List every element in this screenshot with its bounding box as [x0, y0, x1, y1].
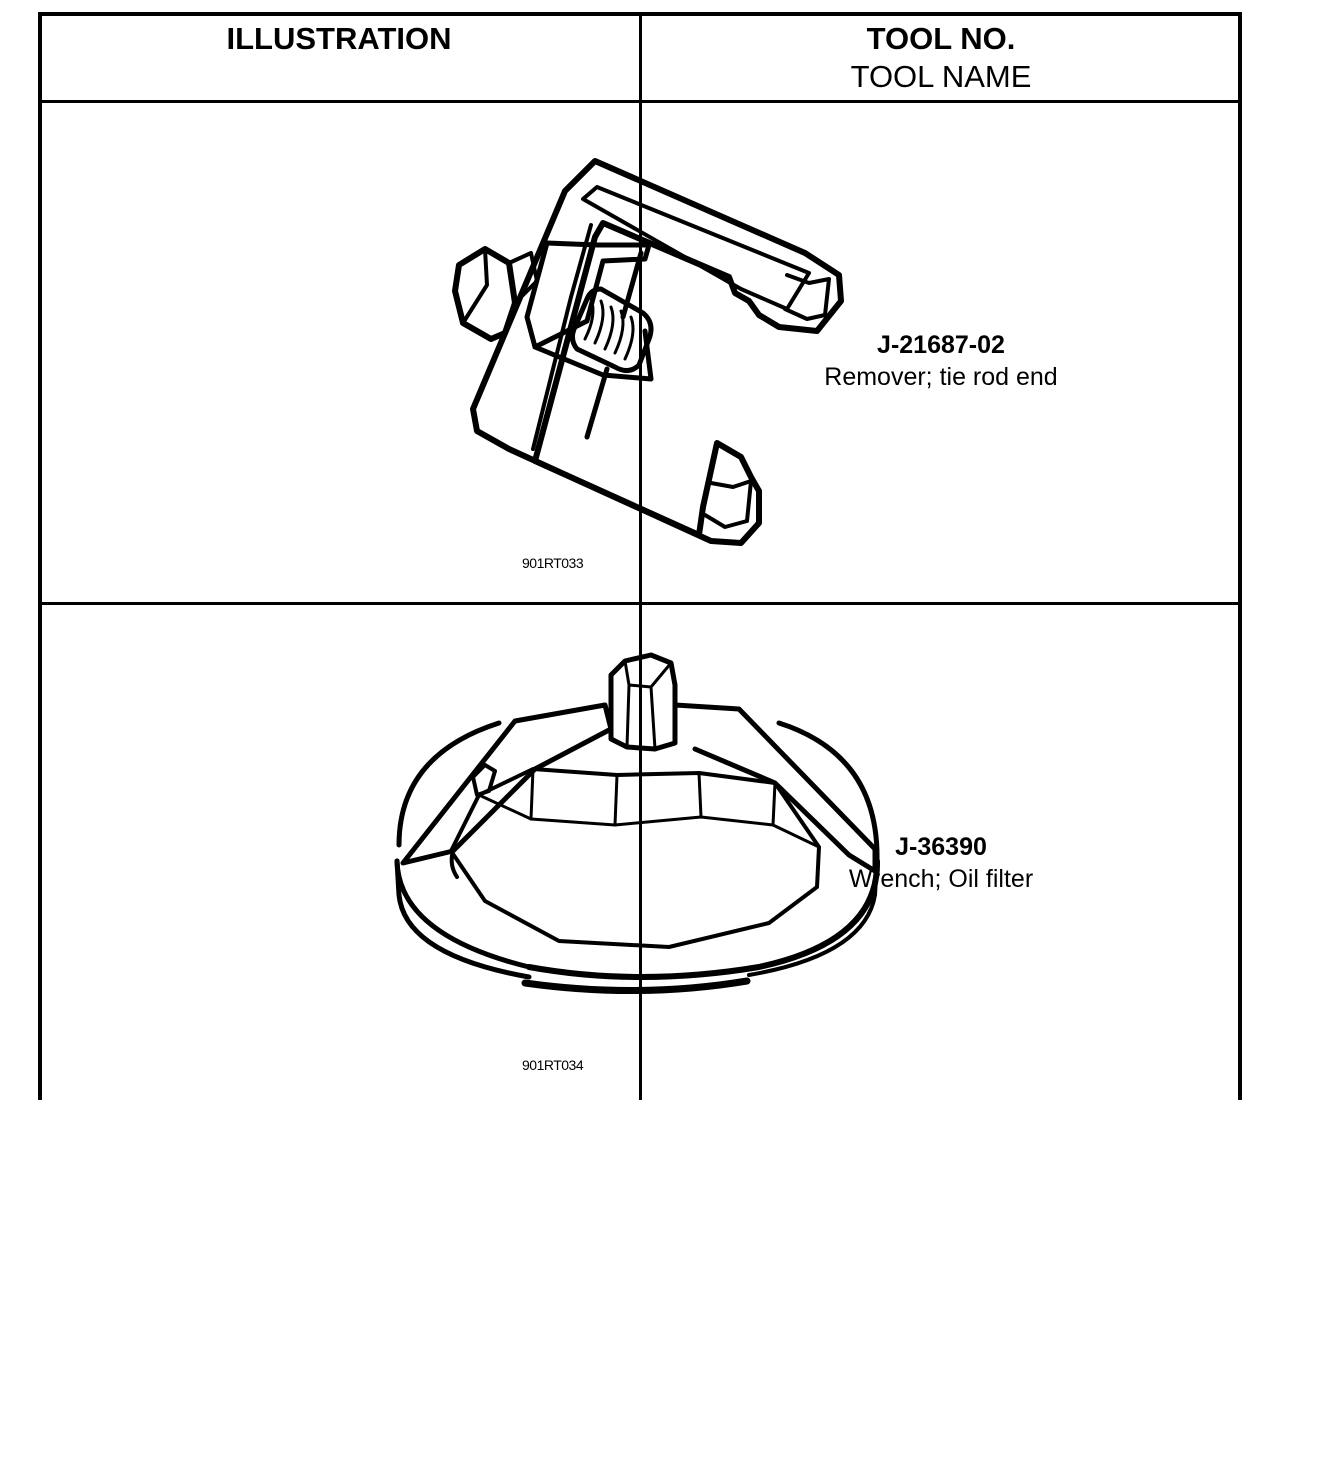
tool-name-1: Remover; tie rod end	[824, 363, 1058, 391]
header-illustration-cell	[38, 12, 640, 101]
header-illustration: ILLUSTRATION	[226, 21, 452, 56]
figure-id-2: 901RT034	[522, 1057, 584, 1073]
table-row-1-illustration	[38, 103, 640, 602]
header-tool-no: TOOL NO.	[866, 21, 1016, 56]
header-tool-cell	[640, 12, 1242, 101]
tool-no-2: J-36390	[895, 833, 987, 861]
tool-table	[38, 12, 1242, 1100]
tool-no-1: J-21687-02	[877, 331, 1005, 359]
table-row-1-tool	[640, 103, 1242, 602]
figure-id-1: 901RT033	[522, 555, 584, 571]
tool-name-2: Wrench; Oil filter	[848, 865, 1034, 893]
header-tool-name: TOOL NAME	[850, 59, 1032, 94]
table-row-2-illustration	[38, 605, 640, 1100]
table-row-2-tool	[640, 605, 1242, 1100]
